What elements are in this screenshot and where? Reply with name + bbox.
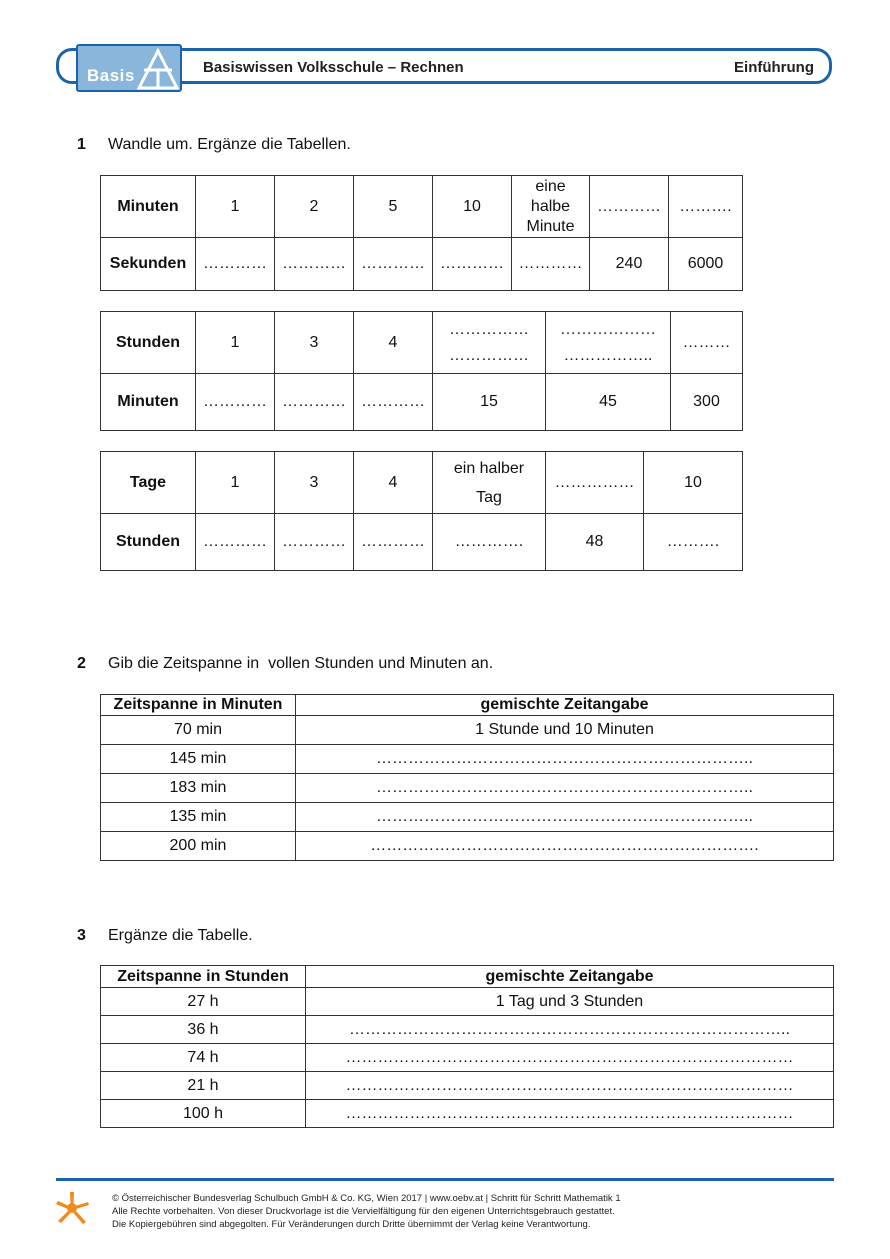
table-cell: 145 min — [101, 745, 296, 774]
answer-blank[interactable]: ………… — [196, 238, 275, 291]
cell-line: halbe — [530, 197, 571, 215]
task-3-instruction: Ergänze die Tabelle. — [108, 927, 253, 944]
cell-line: eine — [535, 177, 566, 195]
task-1-number: 1 — [77, 136, 86, 153]
section-label: Einführung — [734, 59, 814, 76]
table-row — [101, 1100, 834, 1128]
answer-blank[interactable] — [546, 312, 671, 374]
answer-blank[interactable]: ………… — [275, 238, 354, 291]
table-cell: 10 — [644, 452, 743, 514]
answer-blank[interactable]: ………………………………………………………………………… — [306, 1072, 834, 1100]
table-cell: 4 — [354, 452, 433, 514]
column-header: gemischte Zeitangabe — [296, 695, 834, 716]
answer-blank[interactable]: …………. — [433, 514, 546, 571]
table-row — [101, 745, 834, 774]
row-label: Stunden — [101, 514, 196, 571]
table-row — [101, 1016, 834, 1044]
table-cell: 240 — [590, 238, 669, 291]
table-days-hours — [100, 451, 743, 571]
cell-line: …………… — [449, 346, 529, 364]
table-cell: 70 min — [101, 716, 296, 745]
table-cell: 4 — [354, 312, 433, 374]
table-cell: 48 — [546, 514, 644, 571]
task-3-number: 3 — [77, 927, 86, 944]
table-row — [101, 803, 834, 832]
table-cell: 45 — [546, 374, 671, 431]
triangle-logo-icon — [136, 48, 180, 90]
cell-line: …………… — [449, 320, 529, 338]
table-minutes-seconds — [100, 175, 743, 291]
cell-line: Minute — [526, 217, 575, 235]
cell-line: ein halber — [453, 459, 525, 477]
answer-blank[interactable]: ………… — [196, 374, 275, 431]
answer-blank[interactable]: ………… — [354, 514, 433, 571]
task-1-instruction: Wandle um. Ergänze die Tabellen. — [108, 136, 351, 153]
table-row — [101, 312, 743, 374]
table-cell: 300 — [671, 374, 743, 431]
row-label: Minuten — [101, 176, 196, 238]
table-row — [101, 988, 834, 1016]
row-label: Minuten — [101, 374, 196, 431]
table-row — [101, 1072, 834, 1100]
row-label: Tage — [101, 452, 196, 514]
table-cell: 183 min — [101, 774, 296, 803]
table-cell: 1 — [196, 452, 275, 514]
answer-blank[interactable]: ………………………………………………………………. — [296, 832, 834, 861]
table-cell: 21 h — [101, 1072, 306, 1100]
table-header-row — [101, 695, 834, 716]
table-cell — [512, 176, 590, 238]
table-cell: 135 min — [101, 803, 296, 832]
table-row — [101, 238, 743, 291]
row-label: Sekunden — [101, 238, 196, 291]
answer-blank[interactable]: …………………………………………………………….. — [296, 745, 834, 774]
table-cell: 27 h — [101, 988, 306, 1016]
table-cell: 200 min — [101, 832, 296, 861]
table-cell: 36 h — [101, 1016, 306, 1044]
footer-line: © Österreichischer Bundesverlag Schulbuch GmbH & Co. KG, Wien 2017 | www.oebv.at | Schritt für Schritt Mathematik 1 — [112, 1193, 621, 1204]
table-header-row — [101, 966, 834, 988]
table-cell: 1 — [196, 312, 275, 374]
answer-blank[interactable]: ………… — [196, 514, 275, 571]
table-cell: 6000 — [669, 238, 743, 291]
answer-blank[interactable]: ………… — [275, 514, 354, 571]
answer-blank[interactable]: …………………………………………………………….. — [296, 774, 834, 803]
table-cell: 1 Tag und 3 Stunden — [306, 988, 834, 1016]
table-row — [101, 452, 743, 514]
task-2-instruction: Gib die Zeitspanne in vollen Stunden und Minuten an. — [108, 655, 494, 672]
table-cell: 10 — [433, 176, 512, 238]
answer-blank[interactable]: ……… — [671, 312, 743, 374]
footer-line: Die Kopiergebühren sind abgegolten. Für Veränderungen durch Dritte übernimmt der Verlag keine Verantwortung. — [112, 1219, 591, 1230]
cell-line: Tag — [476, 488, 502, 506]
logo-text: Basis — [87, 66, 135, 85]
table-hours-minutes — [100, 311, 743, 431]
table-cell: 2 — [275, 176, 354, 238]
answer-blank[interactable]: …………… — [546, 452, 644, 514]
column-header: gemischte Zeitangabe — [306, 966, 834, 988]
table-row — [101, 374, 743, 431]
table-cell: 5 — [354, 176, 433, 238]
table-row — [101, 716, 834, 745]
table-cell: 1 — [196, 176, 275, 238]
table-row — [101, 832, 834, 861]
answer-blank[interactable]: ………… — [512, 238, 590, 291]
answer-blank[interactable]: ……………………………………………………………………….. — [306, 1016, 834, 1044]
footer-line: Alle Rechte vorbehalten. Von dieser Druckvorlage ist die Vervielfältigung für den eigenen Unterrichtsgebrauch gestattet. — [112, 1206, 615, 1217]
answer-blank[interactable]: ………………………………………………………………………… — [306, 1044, 834, 1072]
footer-divider — [56, 1178, 834, 1181]
table-cell — [433, 452, 546, 514]
table-minutes-mixed — [100, 694, 834, 861]
answer-blank[interactable]: ………… — [433, 238, 512, 291]
answer-blank[interactable]: ………………………………………………………………………… — [306, 1100, 834, 1128]
table-cell: 3 — [275, 452, 354, 514]
table-row — [101, 176, 743, 238]
document-title: Basiswissen Volksschule – Rechnen — [203, 59, 464, 76]
answer-blank[interactable]: ………. — [644, 514, 743, 571]
task-2-number: 2 — [77, 655, 86, 672]
table-cell: 15 — [433, 374, 546, 431]
cell-line: ……………… — [560, 320, 656, 338]
footer-copyright — [112, 1192, 621, 1231]
answer-blank[interactable]: ………… — [275, 374, 354, 431]
answer-blank[interactable]: …………………………………………………………….. — [296, 803, 834, 832]
cell-line: …………….. — [563, 346, 653, 364]
table-row — [101, 1044, 834, 1072]
table-cell: 100 h — [101, 1100, 306, 1128]
answer-blank[interactable] — [433, 312, 546, 374]
answer-blank[interactable]: ………… — [354, 238, 433, 291]
table-cell: 74 h — [101, 1044, 306, 1072]
table-cell: 1 Stunde und 10 Minuten — [296, 716, 834, 745]
answer-blank[interactable]: ………. — [669, 176, 743, 238]
answer-blank[interactable]: ………… — [590, 176, 669, 238]
basis-logo — [76, 44, 182, 92]
table-row — [101, 774, 834, 803]
publisher-logo-icon — [54, 1190, 90, 1226]
table-row — [101, 514, 743, 571]
column-header: Zeitspanne in Stunden — [101, 966, 306, 988]
answer-blank[interactable]: ………… — [354, 374, 433, 431]
column-header: Zeitspanne in Minuten — [101, 695, 296, 716]
row-label: Stunden — [101, 312, 196, 374]
table-hours-mixed — [100, 965, 834, 1128]
table-cell: 3 — [275, 312, 354, 374]
